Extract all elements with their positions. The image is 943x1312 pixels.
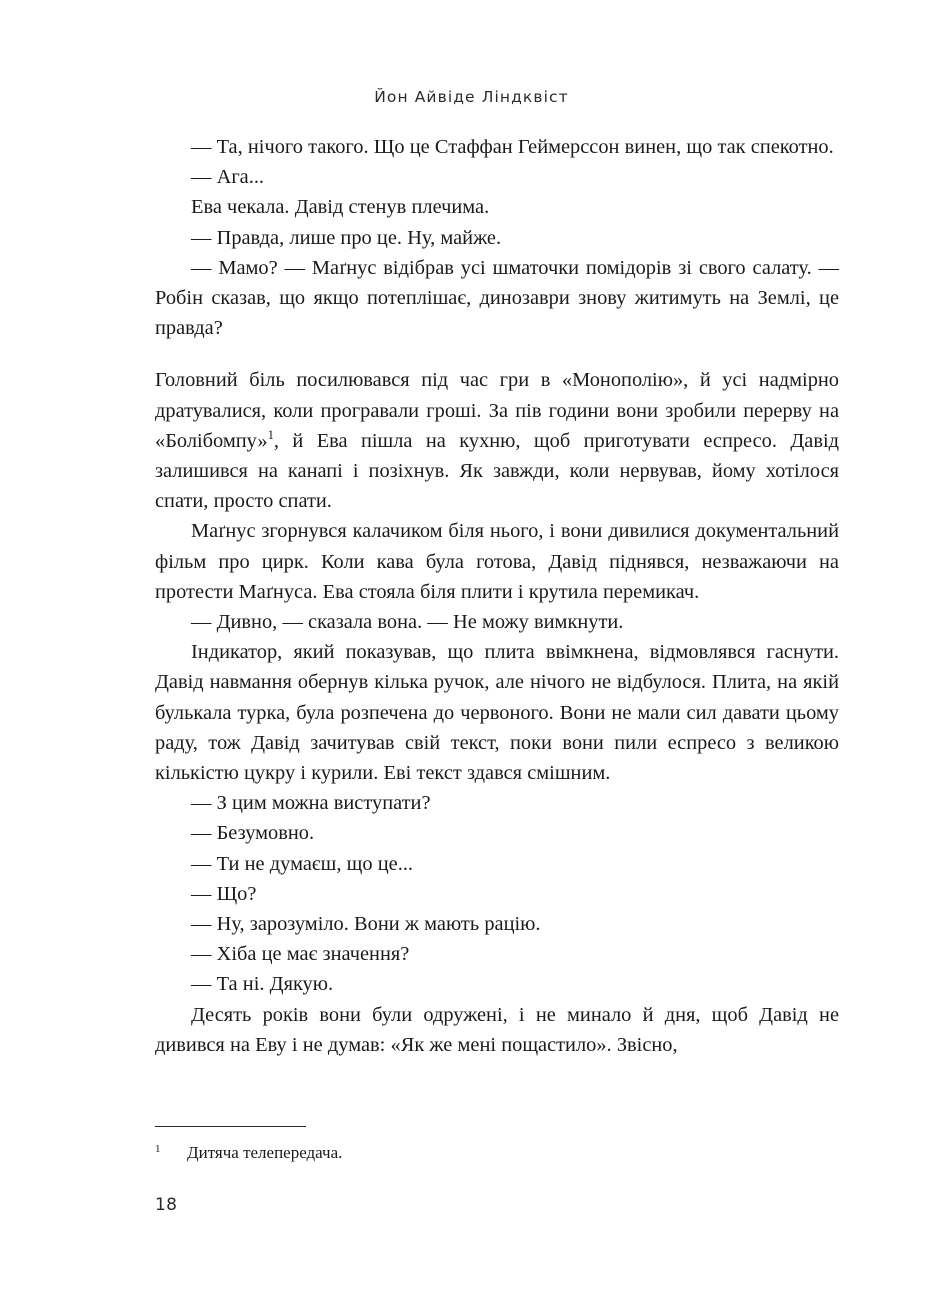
paragraph-text-before-footnote: Головний біль посилювався під час гри в «Монополію», й усі надмірно дратувалися, коли програвали гроші. За пів години вони зробили перерву на «Болібомпу» <box>155 369 839 452</box>
paragraph-narrative: Ева чекала. Давід стенув плечима. <box>191 196 490 219</box>
paragraph-dialogue: — Ти не думаєш, що це... <box>191 852 414 875</box>
paragraph-dialogue: — Мамо? — Маґнус відібрав усі шматочки помідорів зі свого салату. — Робін сказав, що якщо потеплішає, динозаври знову житимуть на Землі, це правда? <box>155 256 839 340</box>
paragraph-dialogue: — Та ні. Дякую. <box>191 973 334 996</box>
paragraph-narrative: Маґнус згорнувся калачиком біля нього, і вони дивилися документальний фільм про цирк. Коли кава була готова, Давід піднявся, незважаючи на протести Маґнуса. Ева стояла біля плити і крутила перемикач. <box>155 520 839 603</box>
paragraph-dialogue: — Дивно, — сказала вона. — Не можу вимкнути. <box>191 611 624 634</box>
footnote-separator-rule <box>155 1126 306 1127</box>
paragraph-narrative: Індикатор, який показував, що плита ввімкнена, відмовлявся гаснути. Давід навмання обернув кілька ручок, але нічого не відбулося. Плита, на якій булькала турка, була розпечена до червоного. Вони не мали сил давати цьому раду, тож Давід зачитував свій текст, поки вони пили еспресо з великою кількістю цукру і курили. Еві текст здався смішним. <box>155 641 839 785</box>
footnote-text: Дитяча телепередача. <box>187 1143 343 1162</box>
paragraph-dialogue: — З цим можна виступати? <box>191 792 431 815</box>
paragraph-narrative-with-footnote <box>155 365 839 516</box>
paragraph-narrative: Десять років вони були одружені, і не минало й дня, щоб Давід не дивився на Еву і не думав: «Як же мені пощастило». Звісно, <box>155 1003 839 1056</box>
footnote-area <box>155 1126 839 1167</box>
running-head: Йон Айвіде Ліндквіст <box>374 88 569 106</box>
paragraph-dialogue: — Ну, зарозуміло. Вони ж мають рацію. <box>191 913 541 936</box>
paragraph-dialogue: — Правда, лише про це. Ну, майже. <box>191 226 502 249</box>
page-number: 18 <box>155 1195 178 1215</box>
paragraph-text-after-footnote: , й Ева пішла на кухню, щоб приготувати еспресо. Давід залишився на канапі і позіхнув. Як завжди, коли нервував, йому хотілося спати, просто спати. <box>155 429 839 513</box>
footnote-item <box>155 1141 839 1167</box>
body-text-block <box>155 132 839 1060</box>
paragraph-dialogue: — Ага... <box>191 166 265 189</box>
paragraph-dialogue: — Хіба це має значення? <box>191 943 410 966</box>
paragraph-dialogue: — Та, нічого такого. Що це Стаффан Геймерссон винен, що так спекотно. <box>191 136 834 158</box>
paragraph-dialogue: — Що? <box>191 882 257 905</box>
paragraph-dialogue: — Безумовно. <box>191 822 315 845</box>
footnote-marker: 1 <box>155 1143 161 1155</box>
footnote-reference-marker[interactable]: 1 <box>267 428 274 443</box>
